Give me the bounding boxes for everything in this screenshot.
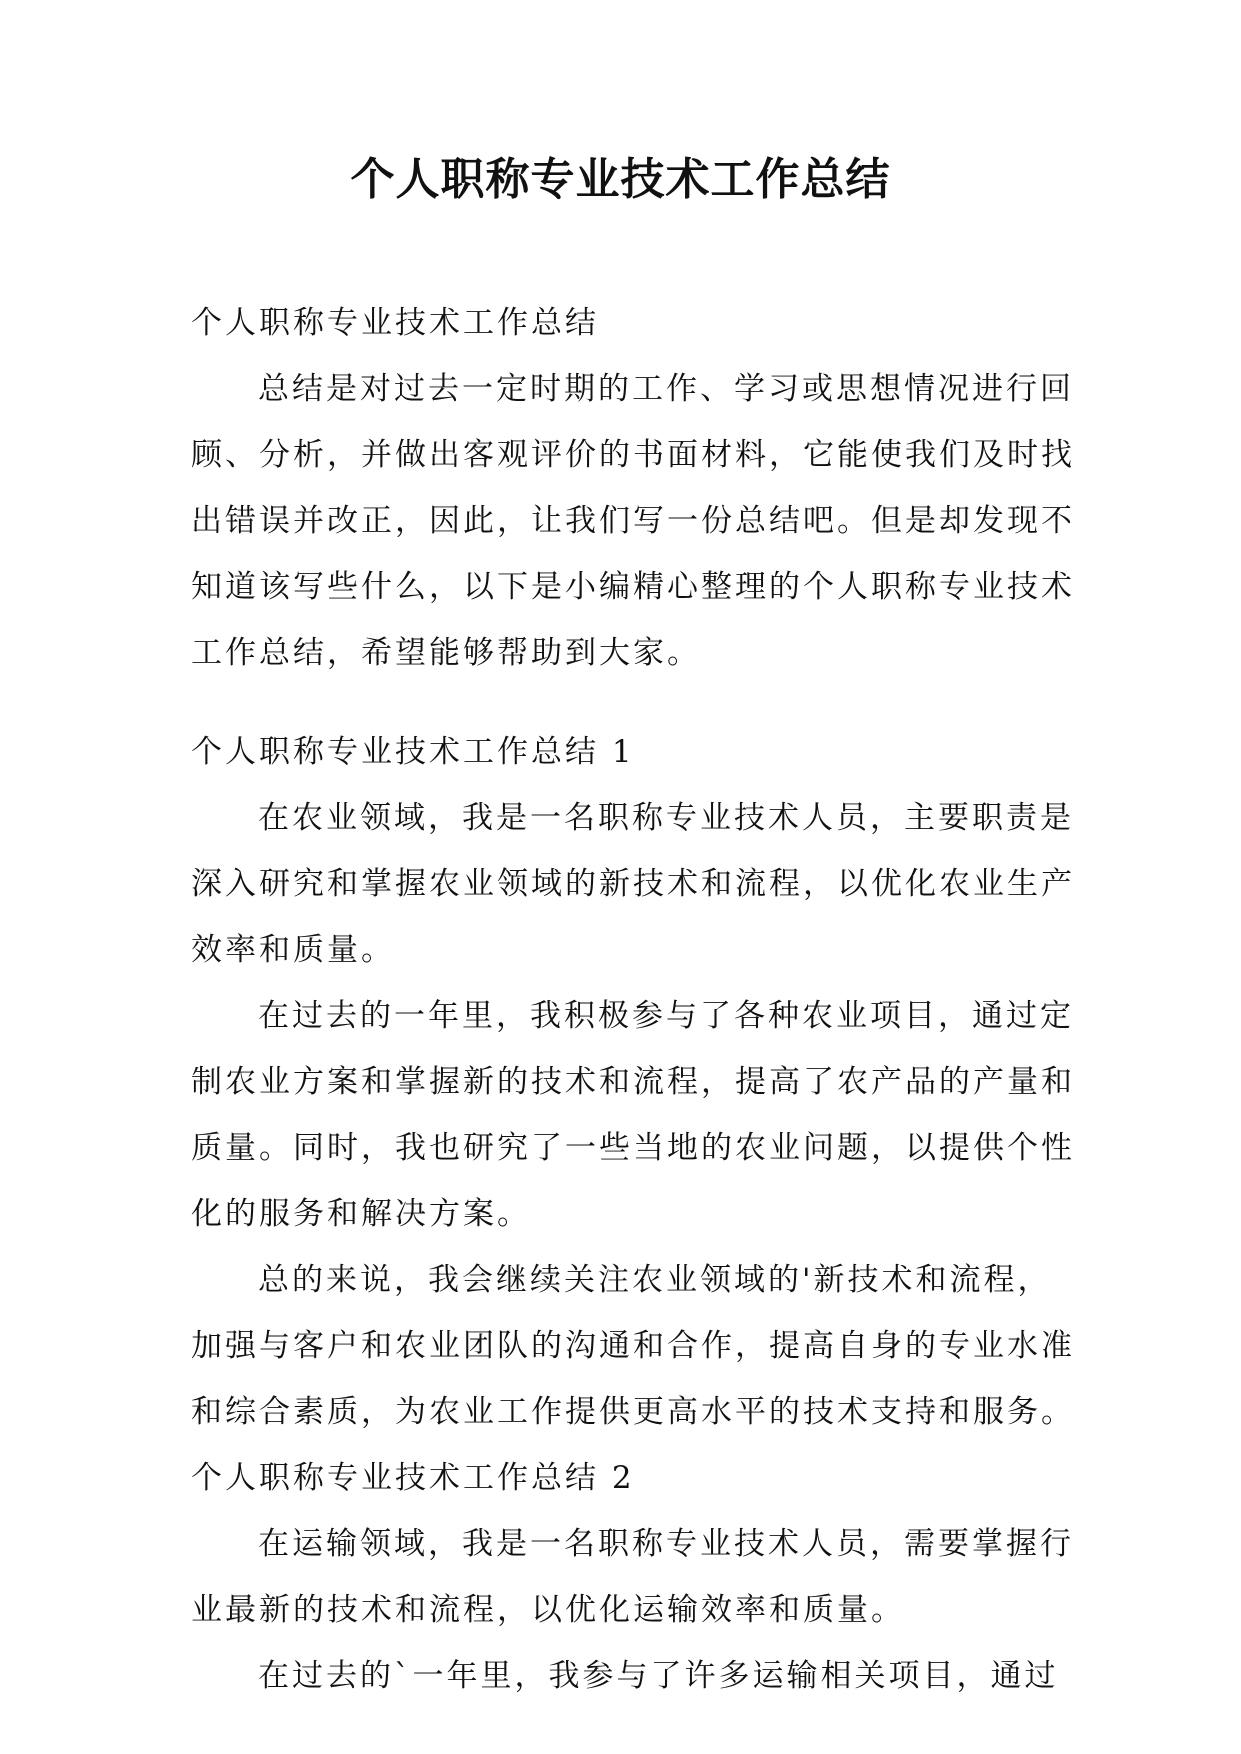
paragraph-line: 质量。同时，我也研究了一些当地的农业问题，以提供个性 [191, 1130, 1075, 1166]
section-heading-2: 个人职称专业技术工作总结 2 [191, 1460, 635, 1496]
paragraph-line: 总的来说，我会继续关注农业领域的'新技术和流程， [258, 1262, 1052, 1298]
paragraph-line: 总结是对过去一定时期的工作、学习或思想情况进行回 [258, 371, 1074, 407]
document-body [191, 290, 1075, 1709]
paragraph-line: 和综合素质，为农业工作提供更高水平的技术支持和服务。 [191, 1394, 1075, 1430]
section1-paragraph-2 [191, 983, 1075, 1247]
paragraph-line: 加强与客户和农业团队的沟通和合作，提高自身的专业水准 [191, 1328, 1075, 1364]
paragraph-line: 在运输领域，我是一名职称专业技术人员，需要掌握行 [258, 1526, 1074, 1562]
paragraph-line: 化的服务和解决方案。 [191, 1196, 531, 1232]
document-title: 个人职称专业技术工作总结 [350, 154, 891, 205]
paragraph-line: 深入研究和掌握农业领域的新技术和流程，以优化农业生产 [191, 866, 1075, 902]
paragraph-line: 知道该写些什么，以下是小编精心整理的个人职称专业技术 [191, 569, 1075, 605]
paragraph-line: 在过去的`一年里，我参与了许多运输相关项目，通过 [258, 1658, 1059, 1694]
section2-paragraph-1 [191, 1511, 1074, 1643]
paragraph-line: 在农业领域，我是一名职称专业技术人员，主要职责是 [258, 800, 1074, 836]
section-spacer [191, 686, 1071, 719]
paragraph-line: 工作总结，希望能够帮助到大家。 [191, 635, 701, 671]
paragraph-line: 制农业方案和掌握新的技术和流程，提高了农产品的产量和 [191, 1064, 1075, 1100]
paragraph-line: 在过去的一年里，我积极参与了各种农业项目，通过定 [258, 998, 1074, 1034]
section1-paragraph-1 [191, 785, 1075, 983]
section2-paragraph-2 [191, 1643, 1071, 1709]
intro-heading: 个人职称专业技术工作总结 [191, 305, 599, 341]
paragraph-line: 效率和质量。 [191, 932, 395, 968]
paragraph-line: 顾、分析，并做出客观评价的书面材料，它能使我们及时找 [191, 437, 1075, 473]
intro-paragraph [191, 356, 1075, 686]
paragraph-line: 业最新的技术和流程，以优化运输效率和质量。 [191, 1592, 905, 1628]
section1-paragraph-3 [191, 1247, 1075, 1445]
section-heading-1: 个人职称专业技术工作总结 1 [191, 734, 635, 770]
paragraph-line: 出错误并改正，因此，让我们写一份总结吧。但是却发现不 [191, 503, 1075, 539]
